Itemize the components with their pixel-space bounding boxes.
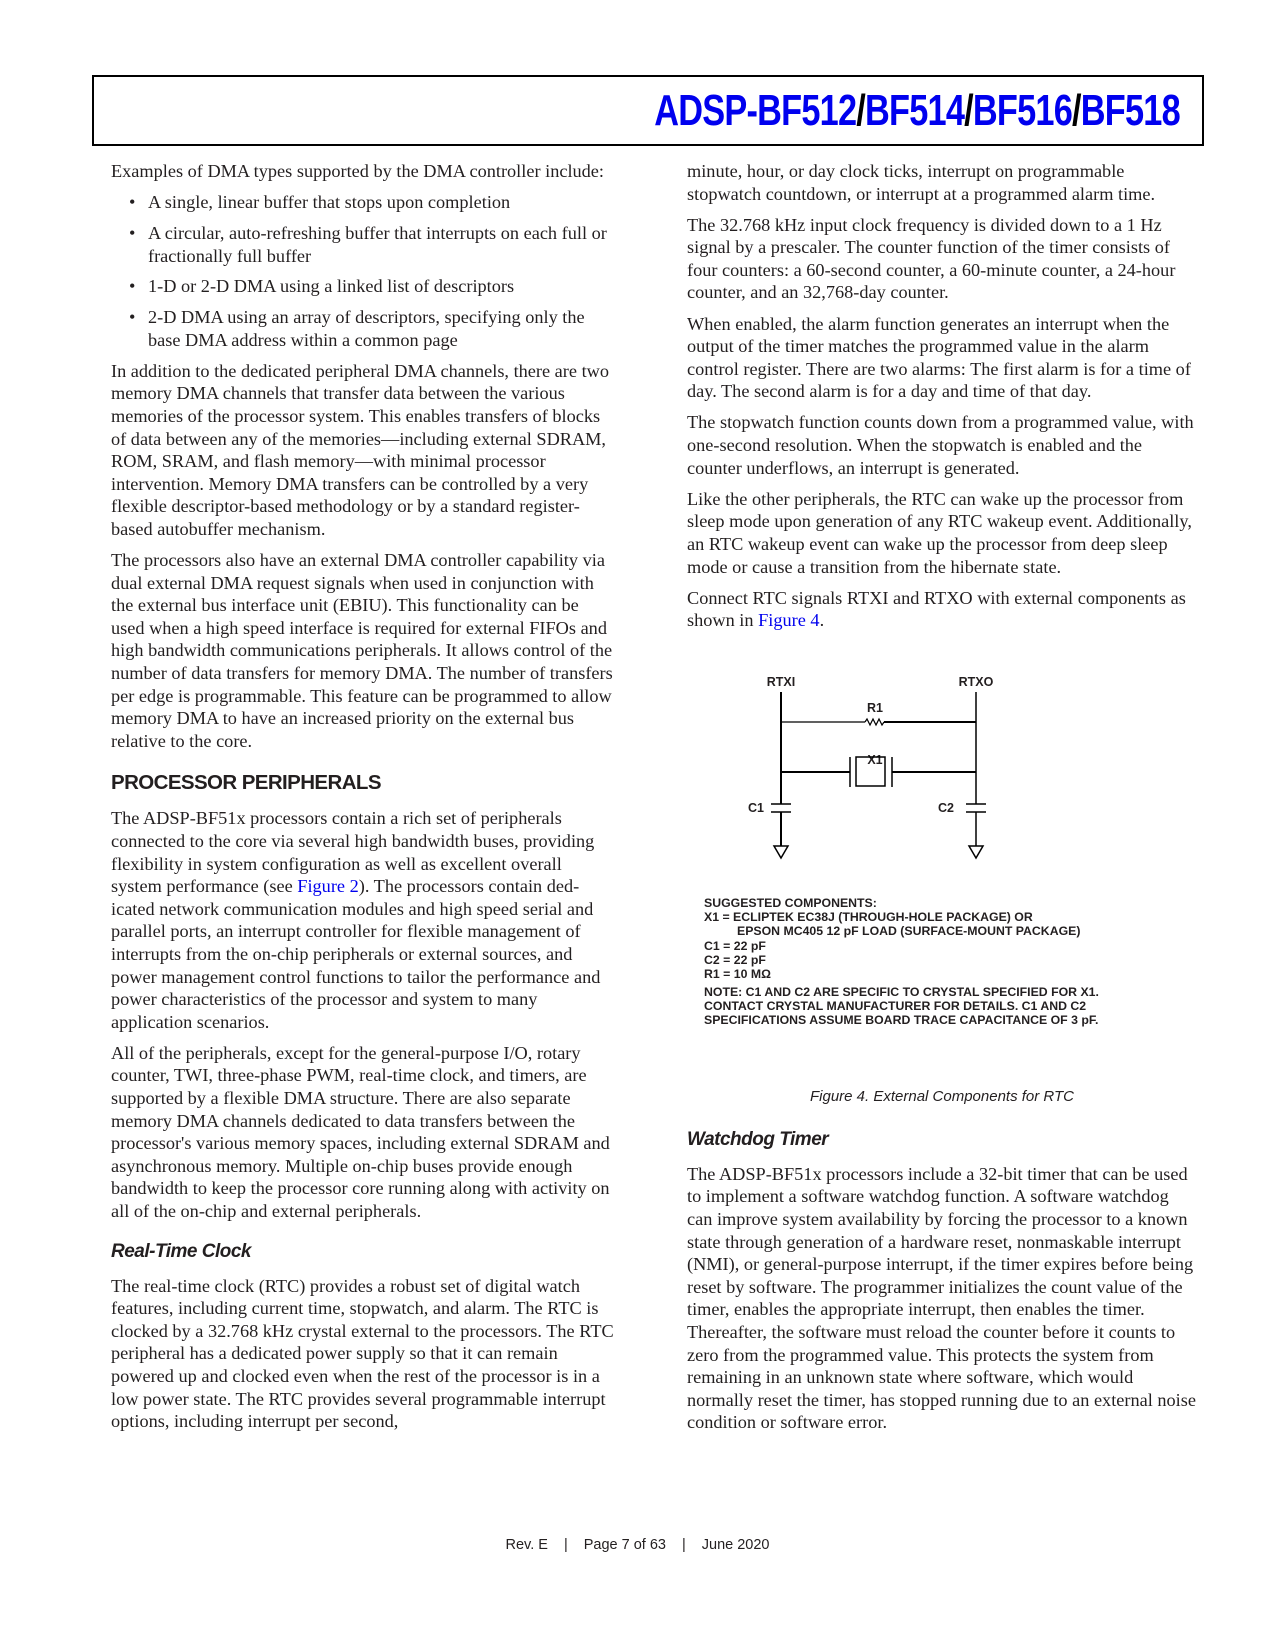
rtc-paragraph: The real-time clock (RTC) provides a robust set of digital watch features, including current time, stopwatch, and alarm. The RTC is clocked by a 32.768 kHz crystal external to the processors. The RTC peripheral has a dedicated power supply so that it can remain powered up and clocked even when the rest of the processor is in a low power state. The RTC provides several programmable interrupt options, including interrupt per second, [111,1275,614,1432]
paragraph-text: ). The processors contain dedicated network communication modules and high speed serial and parallel ports, an interrupt controller for flexible management of interrupts from the on-chip peripherals or external sources, and power management control functions to tailor the performance and power characteristics of the processor and system to many application scenarios. [111,876,601,1032]
title-slash: / [964,86,973,135]
memory-dma-paragraph: In addition to the dedicated peripheral DMA channels, there are two memory DMA channels that transfer data between the various memories of the processor system. This enables transfers of blocks of data between any of the memories—including external SDRAM, ROM, SRAM, and flash memory—with minimal processor intervention. Memory DMA transfers can be controlled by a very flexible descriptor-based methodology or by a standard register-based autobuffer mechanism. [111,360,609,539]
title-slash: / [856,86,866,135]
watchdog-paragraph: The ADSP-BF51x processors include a 32-bit timer that can be used to implement a software watchdog function. A software watchdog can improve system availability by forcing the processor to a known state through generation of a hardware reset, nonmaskable interrupt (NMI), or general-purpose interrupt, if the timer expires before being reset by software. The programmer initializes the count value of the timer, enables the appropriate interrupt, then enables the timer. Thereafter, the software must reload the counter before it counts to zero from the programmed value. This protects the system from remaining in an unknown state where software, which would normally reset the timer, has stopped running due to an external noise condition or software error. [687,1163,1196,1433]
title-part-bf516: BF516 [972,86,1073,135]
wakeup-paragraph: Like the other peripherals, the RTC can wake up the processor from sleep mode upon generation of any RTC wakeup event. Additionally, an RTC wakeup event can wake up the processor from deep sleep mode or cause a transition from the hibernate state. [687,488,1192,577]
list-item: • A single, linear buffer that stops upon completion [111,191,616,214]
footer-date: June 2020 [701,1537,770,1553]
stopwatch-paragraph: The stopwatch function counts down from a programmed value, with one-second resolution. When the stopwatch is enabled and the counter underflows, an interrupt is generated. [687,412,1194,478]
footer-page-number: Page 7 of 63 [583,1537,666,1553]
paragraph-text: The ADSP-BF51x processors contain a rich set of peripherals connected to the core via several high bandwidth buses, providing flexibility in system configuration as well as excellent overall system performance (see [111,808,595,897]
note-c1: C1 = 22 pF [704,938,766,953]
note-x1-alt: EPSON MC405 12 pF LOAD (SURFACE-MOUNT PACKAGE) [737,924,1081,939]
figure-4-rtc-circuit [687,646,1197,1078]
page-header [92,75,1204,146]
note-c2: C2 = 22 pF [704,952,766,967]
figure-2-link[interactable]: Figure 2 [297,876,359,897]
title-part-bf512: ADSP-BF512 [654,86,857,135]
suggested-components-notes [704,896,1099,1028]
rtc-continued-paragraph: minute, hour, or day clock ticks, interrupt on programmable stopwatch countdown, or interrupt at a programmed alarm time. [687,161,1156,204]
right-column [687,160,1197,1442]
rtxi-label: RTXI [766,674,796,689]
note-r1: R1 = 10 MΩ [704,967,771,982]
alarm-paragraph: When enabled, the alarm function generates an interrupt when the output of the timer matches the programmed value in the alarm control register. There are two alarms: The first alarm is for a time of day. The second alarm is for a day and time of that day. [687,313,1191,402]
left-column [111,160,616,1441]
notes-title: SUGGESTED COMPONENTS: [704,895,877,910]
list-item: • 1-D or 2-D DMA using a linked list of descriptors [111,275,616,298]
note-line: NOTE: C1 AND C2 ARE SPECIFIC TO CRYSTAL SPECIFIED FOR X1. [704,984,1099,999]
dma-intro-paragraph: Examples of DMA types supported by the DMA controller include: [111,161,605,181]
ground-icon [774,846,788,858]
ground-icon [969,846,983,858]
title-part-bf514: BF514 [865,86,965,135]
peripherals-paragraph [111,807,616,1033]
r1-label: R1 [867,700,883,715]
paragraph-text: . [819,610,825,631]
rtxo-label: RTXO [958,674,994,689]
paragraph-text: Connect RTC signals RTXI and RTXO with external components as shown in [687,587,1186,631]
rtc-circuit-diagram [687,646,1197,896]
all-peripherals-paragraph: All of the peripherals, except for the general-purpose I/O, rotary counter, TWI, three-phase PWM, real-time clock, and timers, are supported by a flexible DMA structure. There are also separate memory DMA channels dedicated to data transfers between the processor's various memory spaces, including external SDRAM and asynchronous memory. Multiple on-chip buses provide enough bandwidth to keep the processor core running along with activity on all of the on-chip and external peripherals. [111,1042,610,1222]
resistor-icon [865,719,884,725]
footer-separator: | [681,1537,686,1553]
connect-paragraph [687,587,1197,632]
section-heading-processor-peripherals: PROCESSOR PERIPHERALS [111,771,381,795]
list-item: • A circular, auto-refreshing buffer that interrupts on each full or fractionally full buffer [111,222,616,267]
subheading-real-time-clock: Real-Time Clock [111,1240,251,1262]
page-footer [0,1537,1275,1553]
dma-types-list [111,191,616,351]
footer-separator: | [563,1537,568,1553]
title-part-bf518: BF518 [1080,86,1180,135]
note-line: SPECIFICATIONS ASSUME BOARD TRACE CAPACITANCE OF 3 pF. [704,1013,1099,1028]
list-item: • 2-D DMA using an array of descriptors, specifying only the base DMA address within a common page [111,306,616,351]
figure-4-link[interactable]: Figure 4 [758,610,820,631]
note-x1: X1 = ECLIPTEK EC38J (THROUGH-HOLE PACKAGE) OR [704,910,1033,925]
footer-revision: Rev. E [505,1537,548,1553]
c1-label: C1 [748,800,764,815]
prescaler-paragraph: The 32.768 kHz input clock frequency is divided down to a 1 Hz signal by a prescaler. The counter function of the timer consists of four counters: a 60-second counter, a 60-minute counter, a 24-hour counter, and an 32,768-day counter. [687,214,1176,303]
note-line: CONTACT CRYSTAL MANUFACTURER FOR DETAILS. C1 AND C2 [704,998,1087,1013]
external-dma-paragraph: The processors also have an external DMA controller capability via dual external DMA request signals when used in conjunction with the external bus interface unit (EBIU). This functionality can be used when a high speed interface is required for external FIFOs and high bandwidth communications peripherals. It allows control of the number of data transfers for memory DMA. The number of transfers per edge is programmable. This feature can be programmed to allow memory DMA to have an increased priority on the external bus relative to the core. [111,550,613,751]
figure-4-caption: Figure 4. External Components for RTC [809,1087,1074,1105]
document-title [654,83,1180,139]
c2-label: C2 [938,800,954,815]
title-slash: / [1072,86,1081,135]
subheading-watchdog-timer: Watchdog Timer [687,1128,829,1150]
x1-label: X1 [867,752,883,767]
